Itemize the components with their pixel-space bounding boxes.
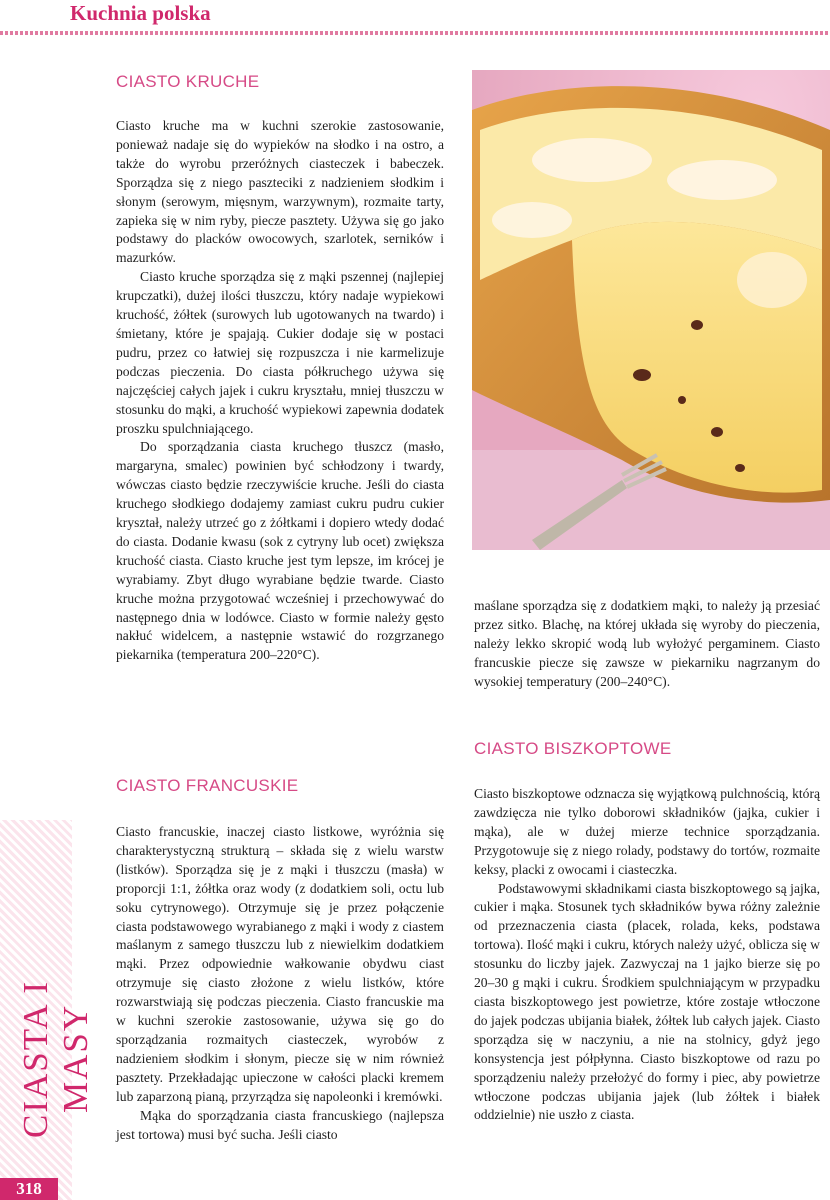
section-body-ciasto-francuskie [116, 823, 444, 1144]
paragraph: Do sporządzania ciasta kruchego tłuszcz (masło, margaryna, smalec) powinien być schłodzony i twardy, wówczas ciasto będzie rzeczywiście kruche. Jeśli do ciasta kruchego słodkiego dodajemy zamiast cukru pudru cukier kryształ, należy utrzeć go z żółtkami i dopiero wtedy dodać do ciasta. Dodanie kwasu (sok z cytryny lub ocet) zwiększa kruchość ciasta. Ciasto kruche jest tym lepsze, im krócej je wyrabiamy. Zbyt długo wyrabiane będzie twarde. Ciasto kruche można przygotować wcześniej i przechowywać do następnego dnia w lodówce. Ciasto w formie należy gęsto nakłuć widelcem, a następnie wstawić do rozgrzanego piekarnika (temperatura 200–220°C). [116, 439, 444, 663]
paragraph: Mąka do sporządzania ciasta francuskiego (najlepsza jest tortowa) musi być sucha. Jeśli ciasto [116, 1107, 444, 1142]
section-heading-ciasto-kruche: CIASTO KRUCHE [116, 72, 260, 91]
section-heading-ciasto-francuskie: CIASTO FRANCUSKIE [116, 776, 299, 795]
header-rule [0, 31, 830, 35]
section-heading-ciasto-biszkoptowe: CIASTO BISZKOPTOWE [474, 739, 672, 758]
paragraph: Ciasto kruche sporządza się z mąki pszennej (najlepiej krupczatki), dużej ilości tłuszczu, który nadaje wypiekowi kruchość, żółtek (surowych lub ugotowanych na twardo) i śmietany, które je spajają. Cukier dodaje się w postaci pudru, przez co łatwiej się rozpuszcza i nie karmelizuje podczas pieczenia. Do ciasta półkruchego używa się najczęściej całych jajek i cukru kryształu, mniej tłuszczu w stosunku do mąki, a kruchość wypiekowi zapewnia dodatek proszku spulchniającego. [116, 269, 444, 436]
paragraph: Ciasto kruche ma w kuchni szerokie zastosowanie, ponieważ nadaje się do wypieków na słodko i na ostro, a także do wyrobu przeróżnych ciasteczek i babeczek. Sporządza się z niego paszteciki z nadzieniem słodkim i słonym (serowym, mięsnym, warzywnym), rozmaite tarty, zapieka się w nim ryby, piecze pasztety. Używa się go jako podstawy do placków owocowych, szarlotek, serników i mazurków. [116, 118, 444, 266]
section-side-label: CIASTA I MASY [16, 979, 95, 1138]
cake-photo [472, 70, 830, 550]
paragraph: Podstawowymi składnikami ciasta biszkoptowego są jajka, cukier i mąka. Stosunek tych składników bywa różny zależnie od przeznaczenia ciasta (placek, rolada, keks, podstawa tortowa). Ilość mąki i cukru, których należy użyć, oblicza się w stosunku do liczby jajek. Zazwyczaj na 1 jajko bierze się po 20–30 g mąki i cukru. Środkiem spulchniającym w przypadku ciasta biszkoptowego jest powietrze, które zostaje wtłoczone do jajek podczas ubijania białek, żółtek lub całych jajek. Ciasto sporządza się w naczyniu, a nie na stolnicy, gdyż jego konsystencja jest półpłynna. Ciasto biszkoptowe od razu po sporządzeniu należy przełożyć do formy i piec, aby powietrze wtłoczone podczas ubijania jajek (lub żółtek i białek oddzielnie) nie uszło z ciasta. [474, 880, 820, 1123]
cake-photo-icon [472, 70, 830, 550]
paragraph: Ciasto biszkoptowe odznacza się wyjątkową pulchnością, którą zawdzięcza nie tylko doborowi składników (jajka, cukier i mąka), ale w dużej mierze technice sporządzania. Przygotowuje się z niego rolady, podstawy do tortów, rozmaite keksy, placki z owocami i ciasteczka. [474, 786, 820, 877]
paragraph: Ciasto francuskie, inaczej ciasto listkowe, wyróżnia się charakterystyczną strukturą – składa się z wielu warstw (listków). Sporządza się je z mąki i tłuszczu (masła) w proporcji 1:1, żółtka oraz wody (z dodatkiem soli, octu lub soku cytrynowego). Otrzymuje się je przez połączenie ciasta podstawowego wyrabianego z mąki i wody z ciastem maślanym z samego tłuszczu lub z niewielkim dodatkiem mąki. Przez odpowiednie wałkowanie obydwu ciast otrzymuje się ciasto złożone z wielu listków, które rozwarstwiają się podczas pieczenia. Ciasto francuskie ma w kuchni szerokie zastosowanie, używa się go do sporządzania rozmaitych ciasteczek, wyrobów z nadzieniem słodkim i słonym, piecze się w nim również pasztety. Przekładając upieczone w całości placki kremem lub zaparzoną pianą, przyrządza się napoleonki i kremówki. [116, 824, 444, 1104]
section-body-ciasto-biszkoptowe [474, 785, 820, 1125]
section-body-ciasto-francuskie-continued [474, 597, 820, 692]
page-number: 318 [0, 1178, 58, 1200]
section-body-ciasto-kruche [116, 117, 444, 665]
running-header: Kuchnia polska [70, 1, 211, 25]
paragraph: maślane sporządza się z dodatkiem mąki, to należy ją przesiać przez sitko. Blachę, na której układa się wyroby do pieczenia, należy lekko skropić wodą lub wyłożyć pergaminem. Ciasto francuskie piecze się zawsze w piekarniku nagrzanym do wysokiej temperatury (200–240°C). [474, 598, 820, 689]
